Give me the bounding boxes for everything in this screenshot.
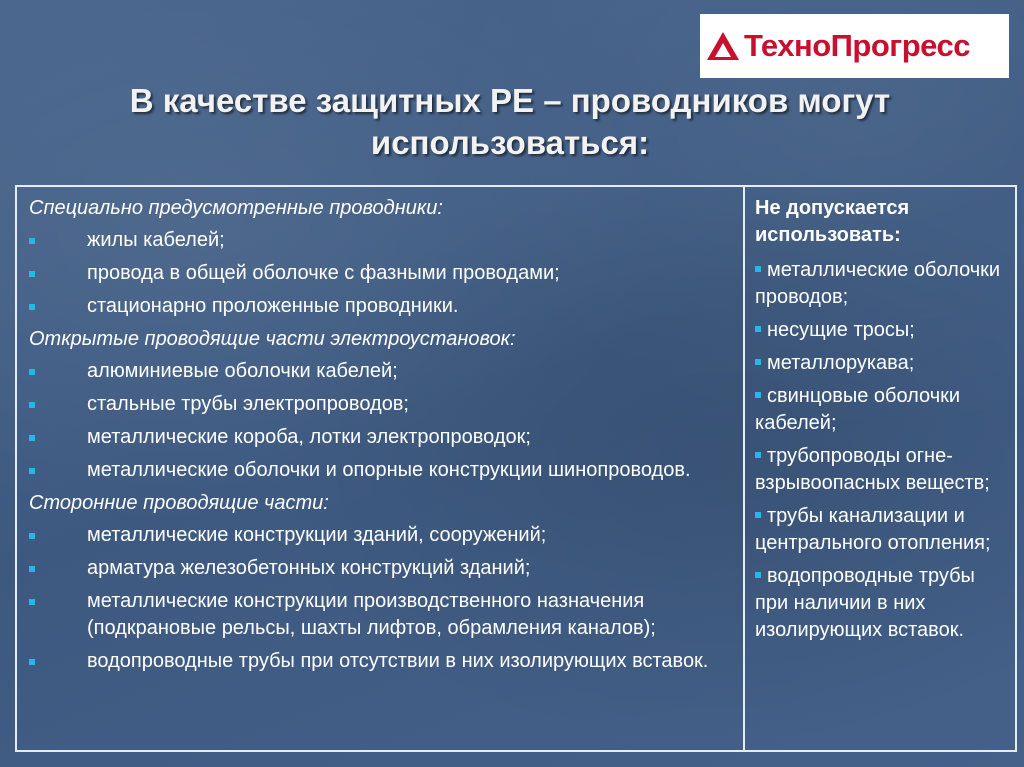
- list-item: арматура железобетонных конструкций зданий;: [29, 555, 733, 582]
- list-item: трубопроводы огне-взрывоопасных веществ;: [755, 445, 990, 494]
- bullet-icon: [29, 555, 87, 582]
- section-exposed-conductive-parts: [29, 326, 733, 484]
- bullet-icon: [29, 648, 87, 675]
- allowed-conductors-column: [17, 187, 745, 750]
- company-logo: [700, 14, 1009, 78]
- list-item: жилы кабелей;: [29, 227, 733, 254]
- bullet-icon: [755, 392, 761, 398]
- list-item: металлические оболочки и опорные конструкции шинопроводов.: [29, 457, 733, 484]
- list-item: водопроводные трубы при наличии в них изолирующих вставок.: [755, 565, 975, 641]
- bullet-icon: [29, 260, 87, 287]
- bullet-icon: [29, 522, 87, 549]
- list-item: водопроводные трубы при отсутствии в них изолирующих вставок.: [29, 648, 733, 675]
- list-item: металлические конструкции производственного назначения (подкрановые рельсы, шахты лифтов, обрамления каналов);: [29, 588, 733, 642]
- section-heading: Открытые проводящие части электроустановок:: [29, 328, 516, 350]
- list-item: несущие тросы;: [755, 317, 1007, 344]
- not-allowed-column: [745, 187, 1015, 750]
- bullet-icon: [29, 358, 87, 385]
- list-item: свинцовые оболочки кабелей;: [755, 385, 961, 434]
- section-special-conductors: [29, 195, 733, 320]
- bullet-icon: [29, 424, 87, 451]
- list-item: металлические короба, лотки электропроводок;: [29, 424, 733, 451]
- logo-text: ТехноПрогресс: [744, 28, 970, 63]
- bullet-icon: [755, 452, 761, 458]
- content-table: [15, 185, 1017, 752]
- bullet-icon: [755, 572, 761, 578]
- bullet-icon: [755, 359, 761, 365]
- list-item: провода в общей оболочке с фазными проводами;: [29, 260, 733, 287]
- list-item: металлические оболочки проводов;: [755, 259, 1001, 308]
- slide-title: [60, 80, 960, 164]
- bullet-icon: [29, 457, 87, 484]
- list-item: металлорукава;: [755, 350, 1007, 377]
- bullet-icon: [29, 391, 87, 418]
- slide-title-line-2: использоваться:: [370, 124, 650, 161]
- list-item: алюминиевые оболочки кабелей;: [29, 358, 733, 385]
- bullet-icon: [29, 227, 87, 254]
- list-item: металлические конструкции зданий, сооружений;: [29, 522, 733, 549]
- section-heading: Сторонние проводящие части:: [29, 492, 329, 514]
- not-allowed-heading: Не допускается использовать:: [755, 197, 910, 246]
- list-item: трубы канализации и центрального отопления;: [755, 505, 991, 554]
- logo-triangle-icon: [706, 31, 740, 61]
- bullet-icon: [755, 266, 761, 272]
- bullet-icon: [29, 293, 87, 320]
- section-external-conductive-parts: [29, 490, 733, 675]
- bullet-icon: [755, 512, 761, 518]
- list-item: стационарно проложенные проводники.: [29, 293, 733, 320]
- bullet-icon: [755, 326, 761, 332]
- slide-title-line-1: В качестве защитных PE – проводников могут: [129, 82, 891, 119]
- list-item: стальные трубы электропроводов;: [29, 391, 733, 418]
- section-heading: Специально предусмотренные проводники:: [29, 197, 443, 219]
- bullet-icon: [29, 588, 87, 642]
